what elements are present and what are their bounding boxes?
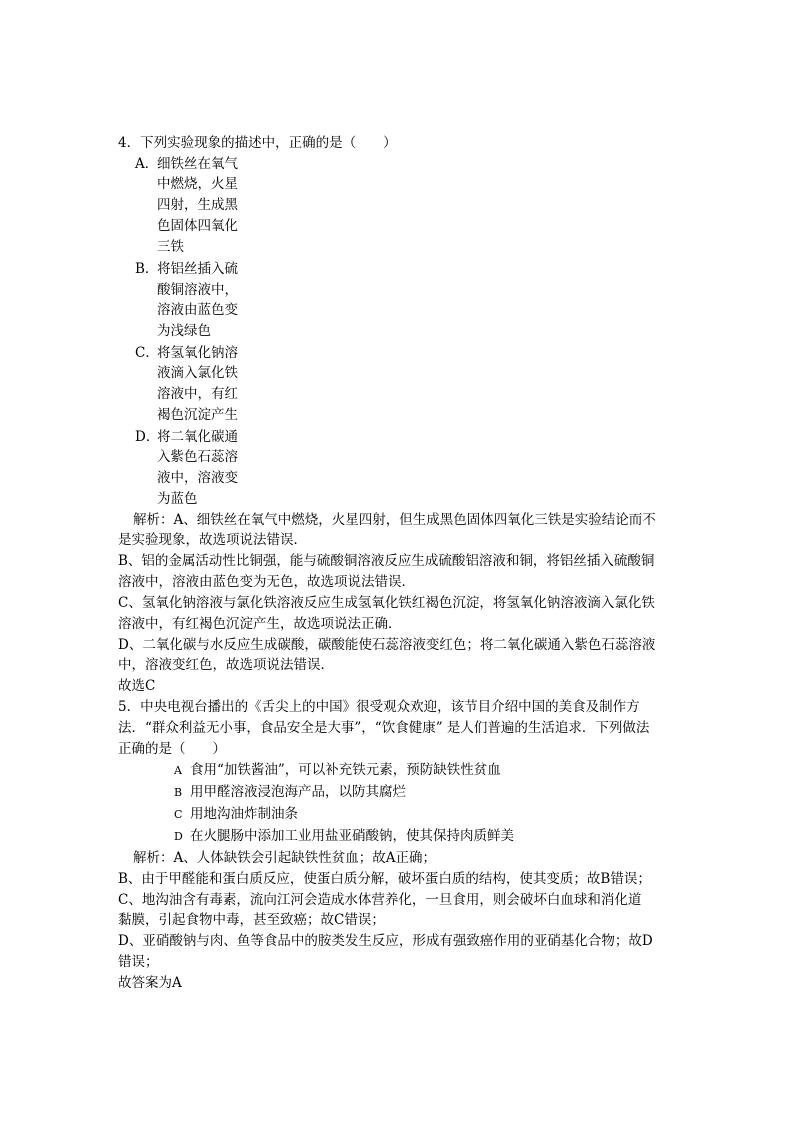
q4-analysis-line: 溶液中，溶液由蓝色变为无色，故选项说法错误． bbox=[118, 574, 415, 590]
q5-option-c-text: 用地沟油炸制油条 bbox=[190, 806, 298, 822]
q4-option-c-line: 液滴入氯化铁 bbox=[157, 365, 238, 381]
q5-option-b-text: 用甲醛溶液浸泡海产品，以防其腐烂 bbox=[190, 784, 406, 800]
q4-analysis-line: C、氢氧化钠溶液与氯化铁溶液反应生成氢氧化铁红褐色沉淀，将氢氧化钠溶液滴入氯化铁 bbox=[118, 595, 655, 611]
q4-option-d-letter: D． bbox=[135, 429, 160, 445]
q4-option-c-line: 将氢氧化钠溶 bbox=[157, 345, 238, 361]
q4-option-c-letter: C． bbox=[135, 345, 159, 361]
q4-analysis-line: B、铝的金属活动性比铜强，能与硫酸铜溶液反应生成硫酸铝溶液和铜，将铝丝插入硫酸铜 bbox=[118, 553, 655, 569]
q5-analysis-line: B、由于甲醛能和蛋白质反应，使蛋白质分解，破坏蛋白质的结构，使其变质；故B错误； bbox=[118, 871, 651, 887]
q4-analysis-line: 是实验现象，故选项说法错误． bbox=[118, 532, 307, 548]
q4-analysis-line: D、二氧化碳与水反应生成碳酸，碳酸能使石蕊溶液变红色；将二氧化碳通入紫色石蕊溶液 bbox=[118, 637, 656, 653]
q4-option-c-line: 褐色沉淀产生 bbox=[157, 407, 238, 423]
q4-option-d-line: 入紫色石蕊溶 bbox=[157, 449, 238, 465]
q4-option-a-line: 中燃烧，火星 bbox=[157, 176, 238, 192]
q4-option-d-line: 为蓝色 bbox=[157, 491, 198, 507]
question-5-stem-line: 法．“群众利益无小事，食品安全是大事”，“饮食健康” 是人们普遍的生活追求．下列做法 bbox=[118, 720, 650, 736]
q5-option-a-text: 食用“加铁酱油”，可以补充铁元素，预防缺铁性贫血 bbox=[190, 762, 501, 778]
q5-analysis-line: 黏膜，引起食物中毒，甚至致癌；故C错误； bbox=[118, 912, 385, 928]
question-4-stem: 4．下列实验现象的描述中，正确的是（ ） bbox=[118, 135, 397, 151]
question-5-stem-line: 5．中央电视台播出的《舌尖上的中国》很受观众欢迎，该节目介绍中国的美食及制作方 bbox=[118, 699, 640, 715]
q5-option-d-letter: D bbox=[174, 830, 183, 843]
q4-option-b-line: 溶液由蓝色变 bbox=[157, 302, 238, 318]
q4-analysis-line: 解析：A、细铁丝在氧气中燃烧，火星四射，但生成黑色固体四氧化三铁是实验结论而不 bbox=[133, 512, 656, 528]
q4-option-a-letter: A． bbox=[135, 156, 159, 172]
q5-analysis-line: 错误； bbox=[118, 954, 159, 970]
q5-option-d-text: 在火腿肠中添加工业用盐亚硝酸钠，使其保持肉质鲜美 bbox=[190, 828, 514, 844]
q4-option-b-line: 为浅绿色 bbox=[157, 323, 211, 339]
q4-option-d-line: 将二氧化碳通 bbox=[157, 429, 238, 445]
q4-option-b-line: 酸铜溶液中， bbox=[157, 282, 238, 298]
q5-analysis-line: D、亚硝酸钠与肉、鱼等食品中的胺类发生反应，形成有强致癌作用的亚硝基化合物；故D bbox=[118, 933, 653, 949]
q4-option-a-line: 细铁丝在氧气 bbox=[157, 156, 238, 172]
q5-analysis-line: C、地沟油含有毒素，流向江河会造成水体营养化，一旦食用，则会破坏白血球和消化道 bbox=[118, 892, 642, 908]
question-5-stem-line: 正确的是（ ） bbox=[118, 741, 226, 757]
q4-option-a-line: 四射，生成黑 bbox=[157, 197, 238, 213]
q4-answer: 故选C bbox=[118, 678, 156, 694]
q5-option-b-letter: B bbox=[174, 786, 183, 799]
q5-answer: 故答案为A bbox=[118, 975, 182, 991]
q4-analysis-line: 中，溶液变红色，故选项说法错误． bbox=[118, 657, 334, 673]
q4-analysis-line: 溶液中，有红褐色沉淀产生，故选项说法正确． bbox=[118, 616, 402, 632]
q4-option-c-line: 溶液中，有红 bbox=[157, 386, 238, 402]
q4-option-d-line: 液中，溶液变 bbox=[157, 470, 238, 486]
q4-option-a-line: 色固体四氧化 bbox=[157, 218, 238, 234]
q4-option-a-line: 三铁 bbox=[157, 239, 184, 255]
q5-option-a-letter: A bbox=[174, 764, 182, 777]
q5-option-c-letter: C bbox=[174, 808, 183, 821]
q4-option-b-line: 将铝丝插入硫 bbox=[157, 261, 238, 277]
q5-analysis-line: 解析：A、人体缺铁会引起缺铁性贫血；故A正确； bbox=[133, 850, 436, 866]
q4-option-b-letter: B． bbox=[135, 261, 159, 277]
